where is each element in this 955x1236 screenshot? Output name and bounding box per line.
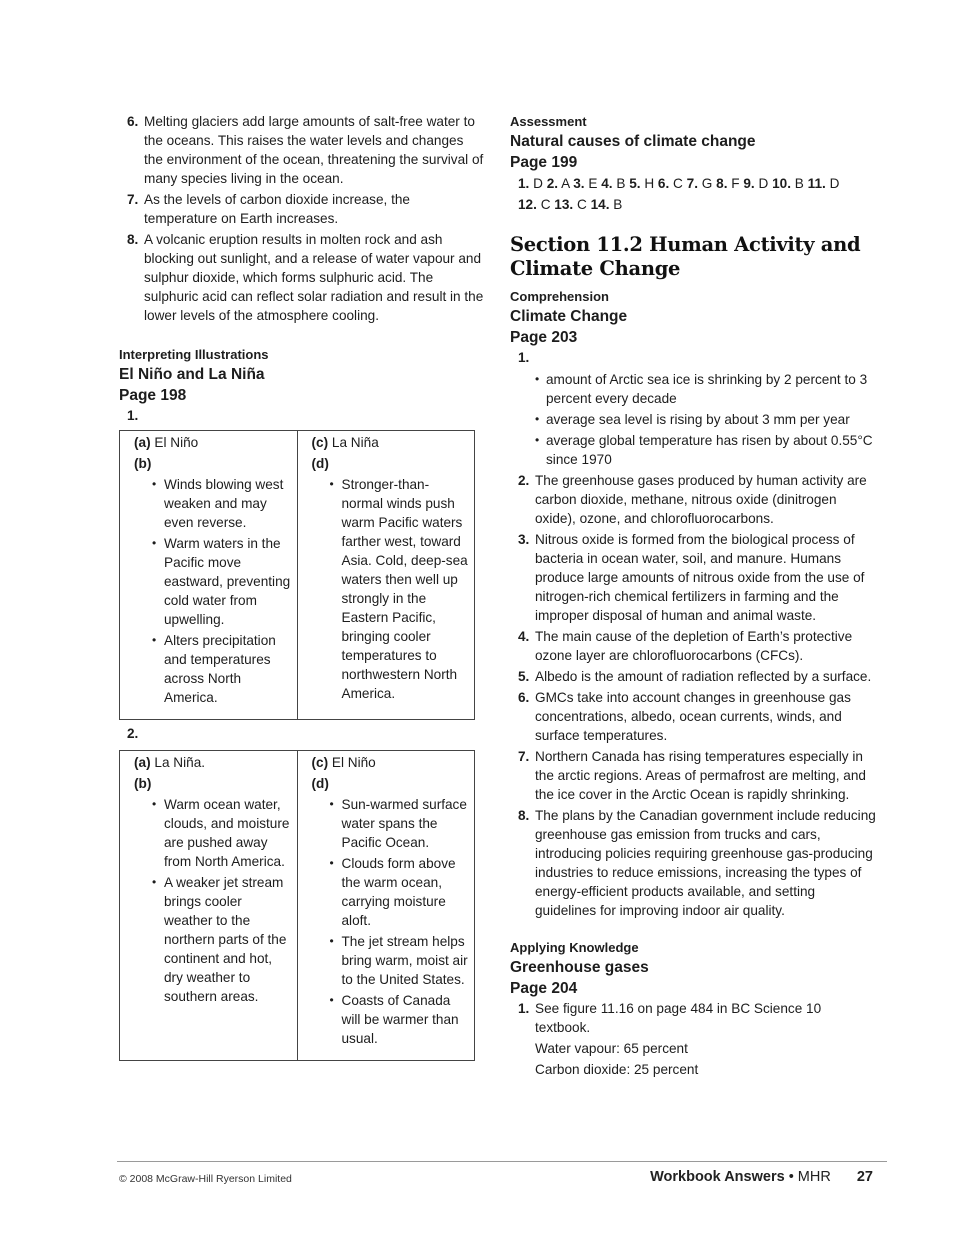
bullet-item: • Coasts of Canada will be warmer than usual.: [312, 991, 469, 1048]
table-cell-right: (c) El Niño (d) • Sun-warmed surface water spans the Pacific Ocean. • Clouds form above the warm ocean, carrying moisture aloft. • The jet stream helps bring warm, moist air to the United States. • Coasts of Canada will be warmer than usual.: [297, 751, 475, 1061]
table-cell-left: (a) La Niña. (b) • Warm ocean water, clouds, and moisture are pushed away from North America. • A weaker jet stream brings cooler weather to the northern parts of the continent and hot, dry weather to southern areas.: [120, 751, 298, 1061]
bullet-item: • Winds blowing west weaken and may even reverse.: [134, 475, 291, 532]
copyright: © 2008 McGraw-Hill Ryerson Limited: [119, 1173, 292, 1185]
section-kicker: Interpreting Illustrations: [119, 347, 269, 362]
bullet-item: • The jet stream helps bring warm, moist air to the United States.: [312, 932, 469, 989]
bullet-list: [134, 475, 291, 707]
bullet-item: • A weaker jet stream brings cooler weather to the northern parts of the continent and hot, dry weather to southern areas.: [134, 873, 291, 1006]
right-column: [510, 112, 880, 1081]
bullet-list: [312, 795, 469, 1048]
page-number: 27: [856, 1169, 873, 1185]
question-number: 1.: [127, 408, 139, 423]
answer-table-2: [119, 750, 475, 1061]
page-reference: Page 203: [510, 329, 578, 346]
page-reference: Page 204: [510, 980, 578, 997]
running-footer: [650, 1169, 873, 1185]
bullet-list: [312, 475, 469, 703]
answer-item: 8. A volcanic eruption results in molten rock and ash blocking out sunlight, and a release of water vapour and sulphur dioxide, which forms sulphuric acid. The sulphuric acid can reflect solar radiation and result in the lower levels of the atmosphere cooling.: [127, 232, 484, 323]
bullet-item: • Stronger-than-normal winds push warm Pacific waters farther west, toward Asia. Cold, deep-sea waters then well up strongly in the Eastern Pacific, bringing cooler temperatures to northwestern North America.: [312, 475, 469, 703]
section-kicker: Applying Knowledge: [510, 940, 639, 955]
answer-item: 7. As the levels of carbon dioxide increase, the temperature on Earth increases.: [127, 192, 410, 226]
answer-item: 1. See figure 11.16 on page 484 in BC Science 10 textbook.: [518, 1001, 822, 1035]
bullet-item: • Warm ocean water, clouds, and moisture are pushed away from North America.: [134, 795, 291, 871]
separator-bullet: •: [788, 1169, 794, 1185]
section-title: Section 11.2 Human Activity and Climate Change: [510, 233, 861, 280]
answer-item: 2. The greenhouse gases produced by human activity are carbon dioxide, methane, nitrous oxide (dinitrogen oxide), ozone, and chlorofluorocarbons.: [518, 473, 867, 526]
section-subhead: Greenhouse gases: [510, 959, 649, 976]
answer-line: Carbon dioxide: 25 percent: [535, 1062, 699, 1077]
answer-item: 8. The plans by the Canadian government include reducing greenhouse gas emission from trucks and cars, introducing policies requiring greenhouse gas-producing industries to reduce emissions, increasing the types of energy-efficient products available, and setting guidelines for improving indoor air quality.: [518, 808, 876, 918]
section-kicker: Assessment: [510, 114, 587, 129]
answer-item: 6. Melting glaciers add large amounts of salt-free water to the oceans. This raises the water levels and changes the environment of the ocean, threatening the survival of many species living in the ocean.: [127, 114, 484, 186]
question-number: 1.: [518, 350, 530, 365]
left-column: [119, 112, 484, 1065]
bullet-list: [134, 795, 291, 1006]
bullet-item: • average global temperature has risen by about 0.55°C since 1970: [510, 431, 880, 469]
page-reference: Page 199: [510, 154, 578, 171]
section-kicker: Comprehension: [510, 289, 609, 304]
bullet-item: • Clouds form above the warm ocean, carrying moisture aloft.: [312, 854, 469, 930]
footer-divider: [117, 1161, 887, 1162]
bullet-item: • amount of Arctic sea ice is shrinking by 2 percent to 3 percent every decade: [510, 370, 880, 408]
answer-item: 5. Albedo is the amount of radiation reflected by a surface.: [518, 669, 872, 684]
answer-item: 3. Nitrous oxide is formed from the biological process of bacteria in ocean water, soil, and manure. Humans produce large amounts of nitrous oxide from the use of nitrogen-rich chemical fertilizers in farming and the improper disposal of human and animal waste.: [518, 532, 865, 623]
multiple-choice-answers: 1. D 2. A 3. E 4. B 5. H 6. C 7. G 8. F 9. D 10. B 11. D 12. C 13. C 14. B: [518, 176, 840, 212]
table-cell-left: (a) El Niño (b) • Winds blowing west weaken and may even reverse. • Warm waters in the Pacific move eastward, preventing cold water from upwelling. • Alters precipitation and temperatures across North America.: [120, 431, 298, 720]
answer-table-1: [119, 430, 475, 720]
book-title: Workbook Answers: [650, 1169, 785, 1185]
bullet-item: • Warm waters in the Pacific move eastward, preventing cold water from upwelling.: [134, 534, 291, 629]
answer-item: 4. The main cause of the depletion of Earth’s protective ozone layer are chlorofluorocarbons (CFCs).: [518, 629, 853, 663]
publisher: MHR: [797, 1169, 831, 1185]
answer-item: 7. Northern Canada has rising temperatures especially in the arctic regions. Areas of permafrost are melting, and the ice cover in the Arctic Ocean is rapidly shrinking.: [518, 749, 866, 802]
answer-item: 6. GMCs take into account changes in greenhouse gas concentrations, albedo, ocean currents, winds, and surface temperatures.: [518, 690, 851, 743]
bullet-list: [510, 370, 880, 469]
bullet-item: • average sea level is rising by about 3 mm per year: [510, 410, 880, 429]
bullet-item: • Alters precipitation and temperatures across North America.: [134, 631, 291, 707]
table-cell-right: (c) La Niña (d) • Stronger-than-normal winds push warm Pacific waters farther west, toward Asia. Cold, deep-sea waters then well up strongly in the Eastern Pacific, bringing cooler temperatures to northwestern North America.: [297, 431, 475, 720]
page-reference: Page 198: [119, 387, 187, 404]
bullet-item: • Sun-warmed surface water spans the Pacific Ocean.: [312, 795, 469, 852]
section-subhead: Climate Change: [510, 308, 628, 325]
question-number: 2.: [127, 726, 139, 741]
answer-line: Water vapour: 65 percent: [535, 1041, 688, 1056]
section-subhead: Natural causes of climate change: [510, 133, 756, 150]
section-subhead: El Niño and La Niña: [119, 366, 265, 383]
